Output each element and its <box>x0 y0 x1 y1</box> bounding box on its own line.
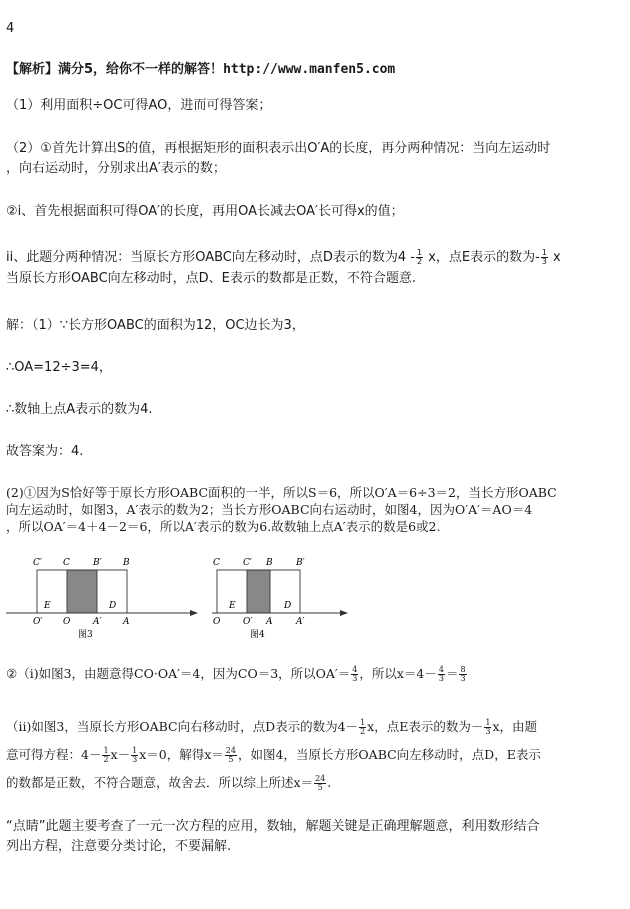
label-d: D <box>109 601 117 611</box>
analysis-p4-line1-b: x，点E表示的数为- <box>424 250 540 265</box>
figure-3-caption: 图3 <box>78 630 93 640</box>
analysis-p2-line1 <box>6 140 550 157</box>
review-line-2: 列出方程，注意要分类讨论，不要漏解. <box>6 839 232 854</box>
fraction <box>484 719 491 736</box>
arrow-icon <box>190 610 198 616</box>
arrow-icon <box>340 610 348 616</box>
analysis-p3-oa3: OA′ <box>296 204 318 219</box>
analysis-p4-line1 <box>6 249 561 266</box>
analysis-p4-line1-c: x <box>548 250 561 265</box>
figure-4-caption: 图4 <box>250 630 265 640</box>
analysis-p1-expr: ÷OC <box>92 98 123 113</box>
analysis-p3-mid2: 长减去 <box>257 204 297 219</box>
analysis-p1-prefix: （1）利用面积 <box>6 98 93 113</box>
header-bracket: 【解析】 <box>6 62 59 77</box>
part2-ii-l1a: （ii)如图3，当原长方形OABC向右移动时，点D表示的数为4－ <box>6 719 359 734</box>
fraction <box>225 747 237 764</box>
label-o: O <box>63 617 71 627</box>
analysis-p3-suffix: 的值； <box>364 204 404 219</box>
analysis-p2-line2-a: ，向右运动时，分别求出 <box>6 161 150 176</box>
fraction-denominator: 2 <box>103 755 109 764</box>
fraction-numerator: 8 <box>460 665 466 674</box>
label-d: D <box>284 601 292 611</box>
label-c-prime: C′ <box>33 558 42 568</box>
analysis-p3-x: x <box>356 204 365 219</box>
header-url: http://www.manfen5.com <box>223 62 396 77</box>
part2-i-a: ②（i)如图3，由题意得CO·OA′＝4，因为CO＝3，所以OA′＝ <box>6 666 351 681</box>
part2-ii-l2c: x＝0，解得x＝ <box>139 747 224 762</box>
fraction <box>459 666 466 683</box>
analysis-p2-mid2: 的长度，再分两种情况：当向左运动时 <box>329 141 551 156</box>
part2-i-line <box>6 665 468 683</box>
fraction-numerator: 1 <box>132 746 138 755</box>
fraction <box>351 666 358 683</box>
fraction <box>541 249 548 266</box>
fraction-numerator: 24 <box>225 746 236 755</box>
analysis-p1-mid: 可得 <box>122 98 149 113</box>
review-line-1: “点睛”此题主要考查了一元一次方程的应用，数轴，解题关键是正确理解题意，利用数形结合 <box>6 819 540 834</box>
solution-line-2: ∴OA=12÷3=4， <box>6 360 112 375</box>
solution-line-3: ∴数轴上点A表示的数为4. <box>6 402 153 417</box>
label-e: E <box>229 601 236 611</box>
analysis-p2-line2-b: 表示的数； <box>160 161 226 176</box>
label-o: O <box>213 617 221 627</box>
part2-ii-l1c: x，由题 <box>492 719 537 734</box>
solution-line-5c: ，所以OA′＝4＋4－2＝6，所以A′表示的数为6.故数轴上点A′表示的数是6或2. <box>6 519 441 534</box>
analysis-p1-suffix: ，进而可得答案； <box>167 98 272 113</box>
fraction-denominator: 3 <box>132 755 138 764</box>
label-o-prime: O′ <box>243 617 253 627</box>
label-a-prime: A′ <box>93 617 102 627</box>
solution-line-5a: (2)①因为S恰好等于原长方形OABC面积的一半，所以S＝6，所以O′A＝6÷3＝2，当长方形OABC <box>6 485 557 500</box>
part2-ii-l2d: ，如图4，当原长方形OABC向左移动时，点D，E表示 <box>237 747 541 762</box>
figure-4 <box>212 558 348 640</box>
fraction-numerator: 1 <box>485 718 491 727</box>
analysis-p3-oa2: OA <box>238 204 258 219</box>
part2-ii-line-1 <box>6 718 537 736</box>
label-b: B <box>266 558 273 568</box>
part2-i-b: ，所以x＝4－ <box>359 666 437 681</box>
label-e: E <box>44 601 51 611</box>
fraction-denominator: 3 <box>460 674 466 683</box>
analysis-p2-prefix: （2）①首先计算出 <box>6 141 117 156</box>
fraction-numerator: 1 <box>417 248 423 257</box>
header-slogan: 满分5，给你不一样的解答！ <box>58 62 224 77</box>
fraction-denominator: 5 <box>228 755 234 764</box>
analysis-p3 <box>6 203 404 220</box>
figure-3 <box>6 558 198 640</box>
label-c: C <box>63 558 70 568</box>
analysis-p2-line2 <box>6 160 226 177</box>
fraction <box>314 775 326 792</box>
fraction-numerator: 4 <box>352 665 358 674</box>
solution-line-1: 解：（1）∵长方形OABC的面积为12，OC边长为3， <box>6 318 305 333</box>
part2-ii-l1b: x，点E表示的数为－ <box>367 719 484 734</box>
analysis-p2-s: S <box>116 141 126 156</box>
fraction-denominator: 3 <box>485 727 491 736</box>
label-b-prime: B′ <box>93 558 102 568</box>
label-o-prime: O′ <box>33 617 43 627</box>
fraction-numerator: 1 <box>103 746 109 755</box>
analysis-p4-line2: 当原长方形OABC向左移动时，点D、E表示的数都是正数，不符合题意. <box>6 271 417 286</box>
fraction <box>359 719 366 736</box>
part2-ii-l3a: 的数都是正数，不符合题意，故舍去．所以综上所述x＝ <box>6 775 314 790</box>
overlap-region-3 <box>67 570 97 613</box>
fraction <box>438 666 445 683</box>
part2-ii-line-3 <box>6 774 331 792</box>
fraction-numerator: 24 <box>315 774 326 783</box>
part2-ii-l2b: x－ <box>110 747 131 762</box>
part2-ii-l2a: 意可得方程：4－ <box>6 747 102 762</box>
solution-line-4: 故答案为：4. <box>6 444 84 459</box>
fraction <box>102 747 109 764</box>
fraction-denominator: 3 <box>352 674 358 683</box>
fraction-numerator: 4 <box>438 665 444 674</box>
analysis-p3-prefix: ②i、首先根据面积可得 <box>6 204 139 219</box>
header-line <box>6 61 395 78</box>
overlap-region-4 <box>247 570 270 613</box>
page-number: 4 <box>6 21 15 36</box>
fraction-denominator: 3 <box>541 257 547 266</box>
analysis-p2-oa: O′A <box>307 141 330 156</box>
fraction-denominator: 3 <box>438 674 444 683</box>
analysis-p1 <box>6 97 271 114</box>
figures-diagram <box>0 552 360 644</box>
analysis-p3-mid3: 长可得 <box>317 204 357 219</box>
fraction-denominator: 5 <box>317 783 323 792</box>
fraction <box>416 249 423 266</box>
part2-i-c: ＝ <box>445 666 459 681</box>
label-b-prime: B′ <box>296 558 305 568</box>
analysis-p1-ao: AO <box>148 98 168 113</box>
analysis-p4-line1-a: ii、此题分两种情况：当原长方形OABC向左移动时，点D表示的数为4 - <box>6 250 415 265</box>
label-c: C <box>213 558 220 568</box>
fraction-numerator: 1 <box>360 718 366 727</box>
label-a: A <box>266 617 273 627</box>
part2-ii-line-2 <box>6 746 541 764</box>
fraction <box>131 747 138 764</box>
label-c-prime: C′ <box>243 558 252 568</box>
solution-line-5b: 向左运动时，如图3，A′表示的数为2；当长方形OABC向右运动时，如图4，因为O′A′＝AO＝4 <box>6 502 533 517</box>
analysis-p3-oa1: OA′ <box>138 204 161 219</box>
label-a: A <box>123 617 130 627</box>
label-b: B <box>123 558 130 568</box>
analysis-p3-mid1: 的长度，再用 <box>160 204 239 219</box>
fraction-denominator: 2 <box>360 727 366 736</box>
analysis-p2-a: A′ <box>149 161 161 176</box>
fraction-denominator: 2 <box>417 257 423 266</box>
fraction-numerator: 1 <box>541 248 547 257</box>
label-a-prime: A′ <box>296 617 305 627</box>
part2-ii-l3b: . <box>327 775 332 790</box>
analysis-p2-mid1: 的值，再根据矩形的面积表示出 <box>125 141 308 156</box>
